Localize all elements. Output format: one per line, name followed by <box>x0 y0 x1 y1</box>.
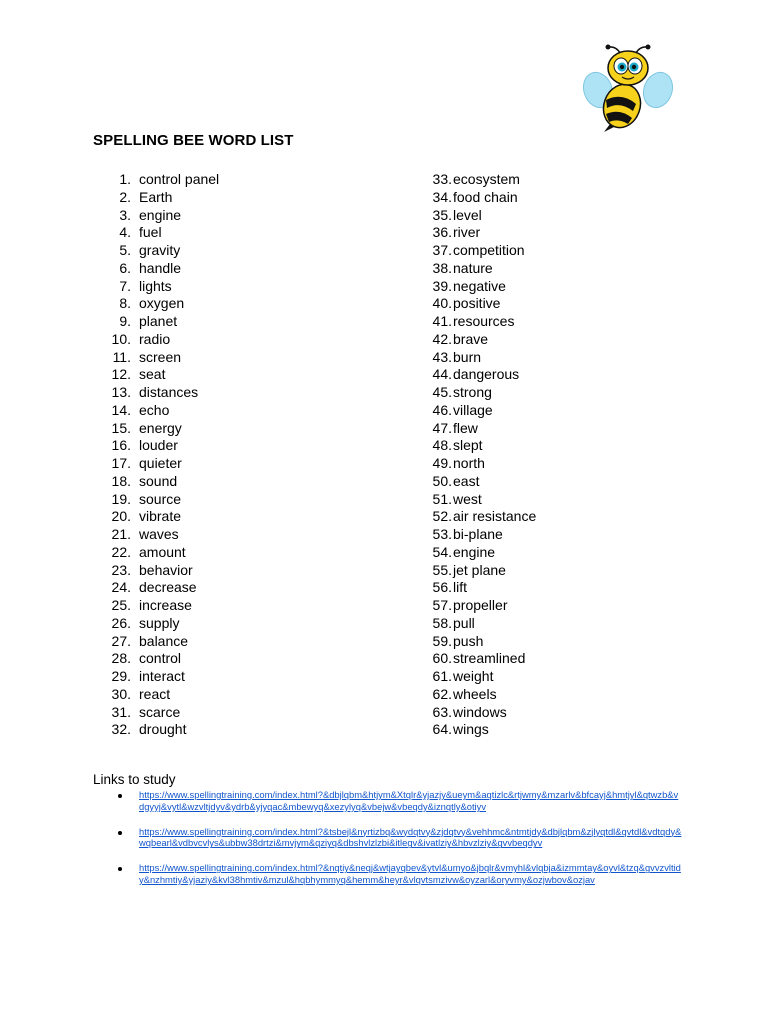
word-list-item <box>408 260 708 278</box>
word-number: 45. <box>432 384 452 400</box>
word-number: 47. <box>432 419 452 436</box>
word-number: 33. <box>432 171 452 187</box>
word-list-item <box>408 437 708 455</box>
word-text: louder <box>139 437 178 454</box>
word-text: seat <box>139 366 166 383</box>
word-number: 44. <box>432 366 452 383</box>
word-text: negative <box>453 277 506 294</box>
link-list-item <box>93 826 683 850</box>
word-text: propeller <box>453 597 508 613</box>
word-number: 54. <box>432 543 452 560</box>
word-number: 52. <box>432 508 452 525</box>
word-text: wings <box>453 721 489 738</box>
word-list-item <box>93 420 393 438</box>
word-number: 6. <box>119 259 131 276</box>
links-heading: Links to study <box>93 772 176 787</box>
word-text: windows <box>453 703 507 720</box>
word-text: scarce <box>139 703 181 720</box>
word-list-item <box>93 331 393 349</box>
bullet-icon <box>118 831 122 835</box>
word-text: brave <box>453 330 489 347</box>
word-list-item <box>93 384 393 402</box>
study-link[interactable]: https://www.spellingtraining.com/index.html?&dbjlqbm&htjym&Xtqlr&yjazjy&ueym&aqtizlc&rtjwmy&mzarlv&bfcayj&hmtjyl&qtwzb&vdgyyj&vytl&wzvltjdyv&ydrb&yjyqac&mbewyq&xezylyq&vbejw&vbeqdy&iznqtly&otiyv <box>139 789 679 812</box>
word-list-item <box>408 455 708 473</box>
word-list-item <box>408 650 708 668</box>
word-list-item <box>93 562 393 580</box>
word-list-item <box>93 686 393 704</box>
word-number: 13. <box>111 384 131 400</box>
word-text: vibrate <box>139 508 182 525</box>
word-number: 15. <box>111 419 131 436</box>
word-text: weight <box>453 668 494 684</box>
word-text: streamlined <box>453 650 526 667</box>
word-number: 29. <box>111 668 131 684</box>
word-number: 36. <box>432 224 452 241</box>
word-list-item <box>408 508 708 526</box>
word-list-item <box>408 633 708 651</box>
word-list-item <box>408 473 708 491</box>
word-number: 8. <box>119 295 131 312</box>
word-number: 11. <box>112 348 131 365</box>
word-text: source <box>139 490 182 507</box>
word-text: interact <box>139 668 185 684</box>
word-number: 3. <box>119 206 131 223</box>
link-list-item <box>93 789 683 813</box>
word-list-item <box>93 278 393 296</box>
word-list-item <box>93 579 393 597</box>
word-number: 23. <box>111 561 131 578</box>
word-number: 46. <box>432 401 452 418</box>
word-text: balance <box>139 632 189 649</box>
word-list-item <box>93 366 393 384</box>
word-number: 34. <box>432 188 452 205</box>
word-text: increase <box>139 597 192 613</box>
word-list-item <box>408 686 708 704</box>
word-list-item <box>93 544 393 562</box>
word-number: 25. <box>111 597 131 613</box>
word-number: 39. <box>432 277 452 294</box>
word-text: distances <box>139 384 199 400</box>
word-number: 38. <box>432 259 452 276</box>
word-number: 48. <box>432 437 452 454</box>
word-list-item <box>93 295 393 313</box>
word-list-item <box>408 242 708 260</box>
word-text: control panel <box>139 171 220 187</box>
word-list-right <box>408 171 708 739</box>
word-list-item <box>93 207 393 225</box>
word-list-item <box>93 473 393 491</box>
word-number: 22. <box>111 543 131 560</box>
word-text: Earth <box>139 188 173 205</box>
word-text: lift <box>453 579 467 596</box>
word-list-item <box>93 437 393 455</box>
word-number: 10. <box>111 330 131 347</box>
word-text: oxygen <box>139 295 185 312</box>
word-number: 60. <box>432 650 452 667</box>
word-list-item <box>408 597 708 615</box>
word-number: 31. <box>111 703 131 720</box>
word-text: engine <box>453 543 496 560</box>
word-text: gravity <box>139 242 181 258</box>
word-number: 59. <box>432 632 452 649</box>
word-text: strong <box>453 384 492 400</box>
word-list-item <box>93 508 393 526</box>
word-number: 27. <box>111 632 131 649</box>
word-text: engine <box>139 206 182 223</box>
word-text: nature <box>453 259 493 276</box>
word-list-item <box>408 420 708 438</box>
bullet-icon <box>118 794 122 798</box>
link-list-item <box>93 862 683 886</box>
word-list-item <box>408 668 708 686</box>
word-text: react <box>139 685 171 702</box>
word-text: decrease <box>139 579 197 596</box>
word-number: 21. <box>111 526 131 542</box>
word-text: behavior <box>139 561 193 578</box>
word-list-item <box>93 633 393 651</box>
word-number: 50. <box>432 472 452 489</box>
word-list-item <box>93 615 393 633</box>
word-list-item <box>408 171 708 189</box>
word-list-item <box>408 189 708 207</box>
word-number: 62. <box>432 685 452 702</box>
word-list-item <box>408 526 708 544</box>
word-list-item <box>408 224 708 242</box>
word-text: amount <box>139 543 186 560</box>
word-text: sound <box>139 472 178 489</box>
word-list-item <box>408 366 708 384</box>
word-text: drought <box>139 721 187 738</box>
word-list-item <box>408 562 708 580</box>
bee-illustration <box>580 42 676 134</box>
word-number: 49. <box>432 455 452 471</box>
word-text: village <box>453 401 493 418</box>
word-number: 4. <box>119 224 131 241</box>
word-text: bi-plane <box>453 526 503 542</box>
word-text: air resistance <box>453 508 537 525</box>
word-list-item <box>93 260 393 278</box>
word-list-item <box>93 189 393 207</box>
word-text: radio <box>139 330 171 347</box>
word-number: 61. <box>432 668 452 684</box>
word-list-item <box>408 331 708 349</box>
word-text: pull <box>453 614 475 631</box>
word-list-item <box>408 491 708 509</box>
word-text: positive <box>453 295 501 312</box>
word-number: 32. <box>111 721 131 738</box>
word-text: west <box>453 490 482 507</box>
word-text: river <box>453 224 481 241</box>
word-number: 30. <box>111 685 131 702</box>
word-number: 12. <box>111 366 131 383</box>
word-text: flew <box>453 419 478 436</box>
word-text: quieter <box>139 455 182 471</box>
word-number: 20. <box>111 508 131 525</box>
word-text: control <box>139 650 182 667</box>
word-text: screen <box>139 348 182 365</box>
link-list <box>93 789 683 899</box>
word-text: east <box>453 472 480 489</box>
word-text: supply <box>139 614 180 631</box>
study-link[interactable]: https://www.spellingtraining.com/index.html?&nqtiy&neqj&wtjayqbev&ytvl&umyo&jbqlr&vmyhl&vlqbja&izmmtay&oyvl&tzq&gvvzvltidy&nzhmtiy&yjaziy&kvl38hmtiv&mzul&hqbhymmyq&hemm&heyr&vlqvtsmzivw&oyzarl&oryvmy&ozjwbov&ozjav <box>139 862 681 885</box>
word-number: 57. <box>432 597 452 613</box>
word-list-item <box>93 526 393 544</box>
word-text: dangerous <box>453 366 520 383</box>
word-number: 64. <box>432 721 452 738</box>
word-number: 41. <box>432 313 452 329</box>
word-list-item <box>408 349 708 367</box>
word-text: echo <box>139 401 170 418</box>
word-number: 16. <box>111 437 131 454</box>
word-list-item <box>408 313 708 331</box>
word-number: 1. <box>119 171 131 187</box>
word-list-item <box>408 721 708 739</box>
word-list-item <box>408 207 708 225</box>
word-list-item <box>93 597 393 615</box>
word-text: jet plane <box>453 561 506 578</box>
word-number: 55. <box>432 561 452 578</box>
word-list-item <box>93 721 393 739</box>
word-number: 53. <box>432 526 452 542</box>
word-number: 40. <box>432 295 452 312</box>
word-text: level <box>453 206 482 223</box>
word-text: slept <box>453 437 483 454</box>
word-list-item <box>408 402 708 420</box>
word-number: 42. <box>432 330 452 347</box>
study-link[interactable]: https://www.spellingtraining.com/index.html?&tsbejl&nyrtizbq&wydqtvy&zjdqtvy&vehhmc&ntmtjdy&dbjlqbm&zjlyqtdl&qvtdl&vdtqdy&wqbearl&vdbvcvlys&ubbw38drtzi&mvjym&qziyq&dbshvlzlzbi&itlegv&ivatlziy&hbvzlziy&gvvbeqdyv <box>139 825 682 849</box>
word-number: 63. <box>432 703 452 720</box>
word-text: burn <box>453 348 482 365</box>
word-list-item <box>93 349 393 367</box>
word-text: lights <box>139 277 172 294</box>
word-list-item <box>408 384 708 402</box>
word-number: 37. <box>432 242 452 258</box>
word-number: 35. <box>432 206 452 223</box>
word-number: 51. <box>432 490 452 507</box>
word-list-item <box>93 650 393 668</box>
word-number: 7. <box>119 277 131 294</box>
word-text: wheels <box>453 685 497 702</box>
word-number: 14. <box>111 401 131 418</box>
word-text: north <box>453 455 485 471</box>
word-list-item <box>93 313 393 331</box>
word-text: push <box>453 632 484 649</box>
word-list-item <box>93 455 393 473</box>
word-number: 56. <box>432 579 452 596</box>
word-list-item <box>408 295 708 313</box>
word-text: fuel <box>139 224 162 241</box>
word-text: resources <box>453 313 515 329</box>
word-text: handle <box>139 259 182 276</box>
word-number: 58. <box>432 614 452 631</box>
word-list-item <box>93 242 393 260</box>
bullet-icon <box>118 867 122 871</box>
word-text: planet <box>139 313 178 329</box>
page-title: SPELLING BEE WORD LIST <box>93 132 294 149</box>
word-text: waves <box>139 526 179 542</box>
word-number: 19. <box>111 490 131 507</box>
word-number: 26. <box>111 614 131 631</box>
word-text: competition <box>453 242 525 258</box>
word-number: 18. <box>111 472 131 489</box>
word-number: 24. <box>111 579 131 596</box>
word-list-item <box>408 704 708 722</box>
word-list-item <box>408 278 708 296</box>
word-number: 43. <box>432 348 452 365</box>
word-list-left <box>93 171 393 739</box>
word-text: ecosystem <box>453 171 520 187</box>
word-text: food chain <box>453 188 518 205</box>
word-list-item <box>93 668 393 686</box>
word-list-item <box>93 171 393 189</box>
word-list-item <box>93 224 393 242</box>
word-list-item <box>93 704 393 722</box>
word-number: 17. <box>111 455 131 471</box>
word-list-item <box>93 491 393 509</box>
word-list-item <box>408 579 708 597</box>
word-number: 9. <box>119 313 131 329</box>
word-list-item <box>408 544 708 562</box>
word-list-item <box>93 402 393 420</box>
word-number: 5. <box>119 242 131 258</box>
word-text: energy <box>139 419 182 436</box>
word-list-item <box>408 615 708 633</box>
word-number: 2. <box>119 188 131 205</box>
word-number: 28. <box>111 650 131 667</box>
